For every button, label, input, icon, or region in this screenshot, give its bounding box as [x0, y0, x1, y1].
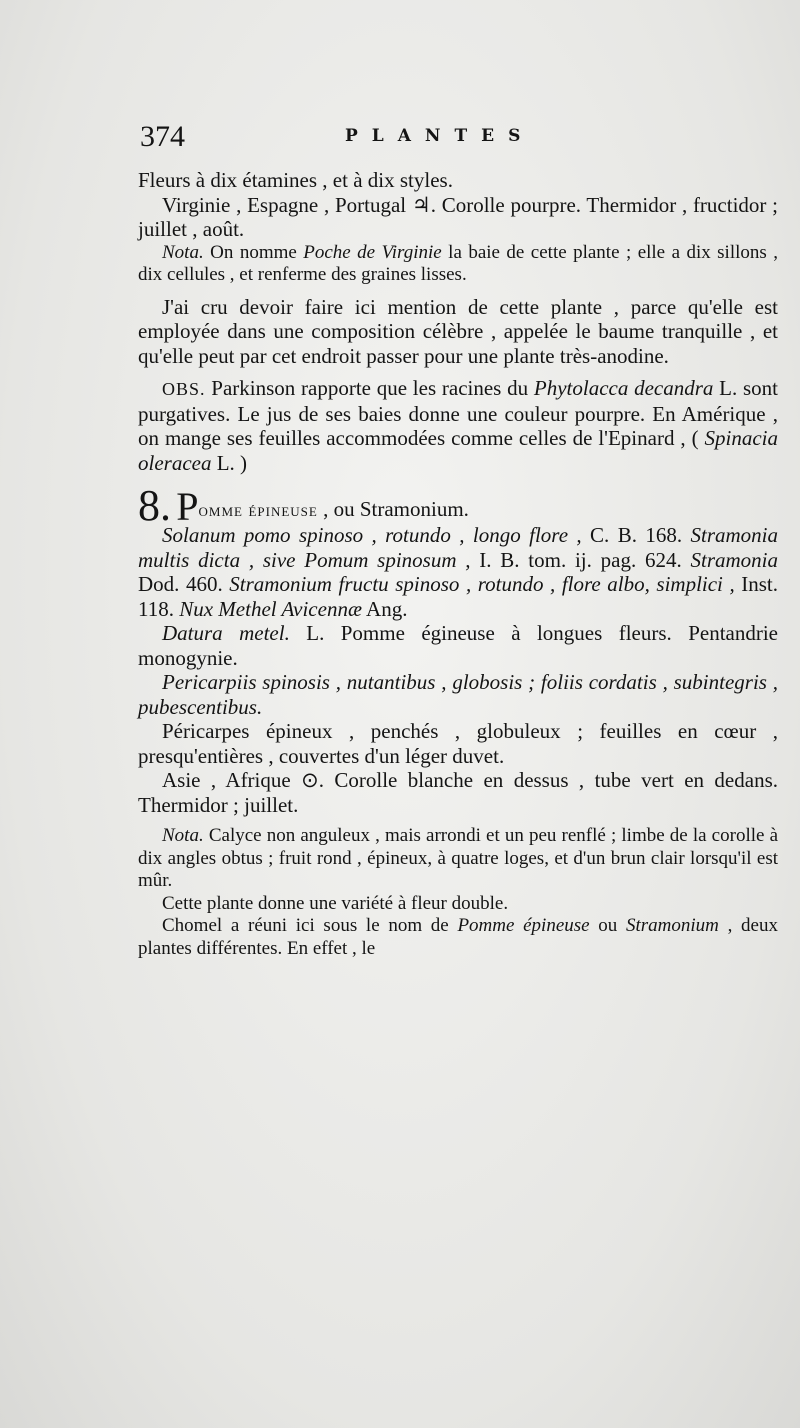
obs-text-c: L. ): [211, 450, 248, 475]
entry-heading: [138, 481, 778, 530]
synonym-ref-ang: Ang.: [361, 596, 408, 621]
paragraph-habitat-first: Virginie , Espagne , Portugal ♃. Corolle pourpre. Thermidor , fructidor ; juillet , août.: [138, 192, 778, 241]
paragraph-synonyms: [138, 523, 778, 621]
chomel-term-pomme: Pomme épineuse: [457, 915, 590, 936]
entry-dropcap: P: [176, 484, 199, 529]
synonym-ref-dod: Dod. 460.: [138, 572, 230, 596]
linnaean-name: Datura metel.: [162, 621, 290, 645]
paragraph-mention: J'ai cru devoir faire ici mention de cette plante , parce qu'elle est employée dans une composition célèbre , appelée le baume tranquille , et qu'elle peut par cet endroit passer pour une plante très-anodine.: [138, 294, 778, 368]
obs-text-a: Parkinson rapporte que les racines du: [205, 376, 534, 400]
nota-text-a: On nomme: [203, 241, 304, 263]
obs-term-spinacia: Spinacia oleracea: [138, 426, 778, 475]
body-text: [138, 168, 778, 960]
paragraph-nota-second: [138, 825, 778, 893]
linnaean-desc: L. Pomme égineuse à longues fleurs. Pentandrie monogynie.: [138, 621, 778, 670]
paragraph-variety: Cette plante donne une variété à fleur double.: [162, 892, 509, 914]
nota-label: Nota.: [162, 241, 204, 263]
page-header: [140, 120, 780, 160]
synonym-ref-ib: I. B. tom. ij. pag. 624.: [470, 547, 691, 572]
page-number: 374: [140, 120, 185, 153]
nota-second-label: Nota.: [162, 825, 204, 846]
paragraph-latin-description: Pericarpiis spinosis , nutantibus , globosis ; foliis cordatis , subintegris , pubescentibus.: [138, 670, 778, 719]
paragraph-nota-first: [138, 242, 778, 287]
obs-text-b: L. sont purgatives. Le jus de ses baies donne une couleur pourpre. En Amérique , on mange ses feuilles accommodées comme celles de l'Epinard , (: [138, 376, 778, 450]
paragraph-stamens: Fleurs à dix étamines , et à dix styles.: [138, 168, 453, 192]
paragraph-habitat: Asie , Afrique ⊙. Corolle blanche en dessus , tube vert en dedans. Thermidor ; juillet.: [138, 768, 778, 817]
synonym-ref-inst: Inst. 118.: [138, 572, 779, 621]
paragraph-linnaeus: [138, 621, 778, 670]
synonym-stramonium: Stramonium fructu spinoso , rotundo , flore albo, simplici ,: [229, 572, 735, 596]
synonym-stramonia: Stramonia multis dicta , sive Pomum spinosum ,: [138, 523, 778, 572]
entry-title-rest: , ou Stramonium.: [317, 497, 469, 521]
entry-title-smallcaps: omme épineuse: [198, 500, 318, 520]
synonym-nux-methel: Nux Methel Avicennæ: [179, 596, 362, 621]
running-head: PLANTES: [345, 126, 535, 146]
chomel-text-c: , deux plantes différentes. En effet , le: [138, 915, 778, 959]
paragraph-french-description: Péricarpes épineux , penchés , globuleux ; feuilles en cœur , presqu'entières , couvertes d'un léger duvet.: [138, 719, 778, 768]
chomel-text-b: ou: [589, 915, 626, 936]
chomel-term-stramonium: Stramonium: [626, 915, 719, 936]
obs-term-phytolacca: Phytolacca decandra: [533, 376, 714, 400]
nota-text-b: la baie de cette plante ; elle a dix sillons , dix cellules , et renferme des graines lisses.: [138, 241, 778, 285]
entry-number: 8.: [138, 481, 171, 530]
synonym-ref-cb: C. B. 168.: [581, 523, 691, 547]
paragraph-chomel: [138, 915, 778, 960]
chomel-text-a: Chomel a réuni ici sous le nom de: [162, 915, 458, 936]
paragraph-obs: [138, 376, 778, 475]
obs-label: OBS.: [162, 379, 206, 399]
synonym-solanum: Solanum pomo spinoso , rotundo , longo flore ,: [162, 523, 582, 547]
nota-second-text: Calyce non anguleux , mais arrondi et un peu renflé ; limbe de la corolle à dix angles obtus ; fruit rond , épineux, à quatre loges, et d'un brun clair lorsqu'il est mûr.: [138, 825, 778, 891]
nota-term: Poche de Virginie: [303, 241, 442, 263]
synonym-stramonia-dod: Stramonia: [690, 547, 778, 572]
